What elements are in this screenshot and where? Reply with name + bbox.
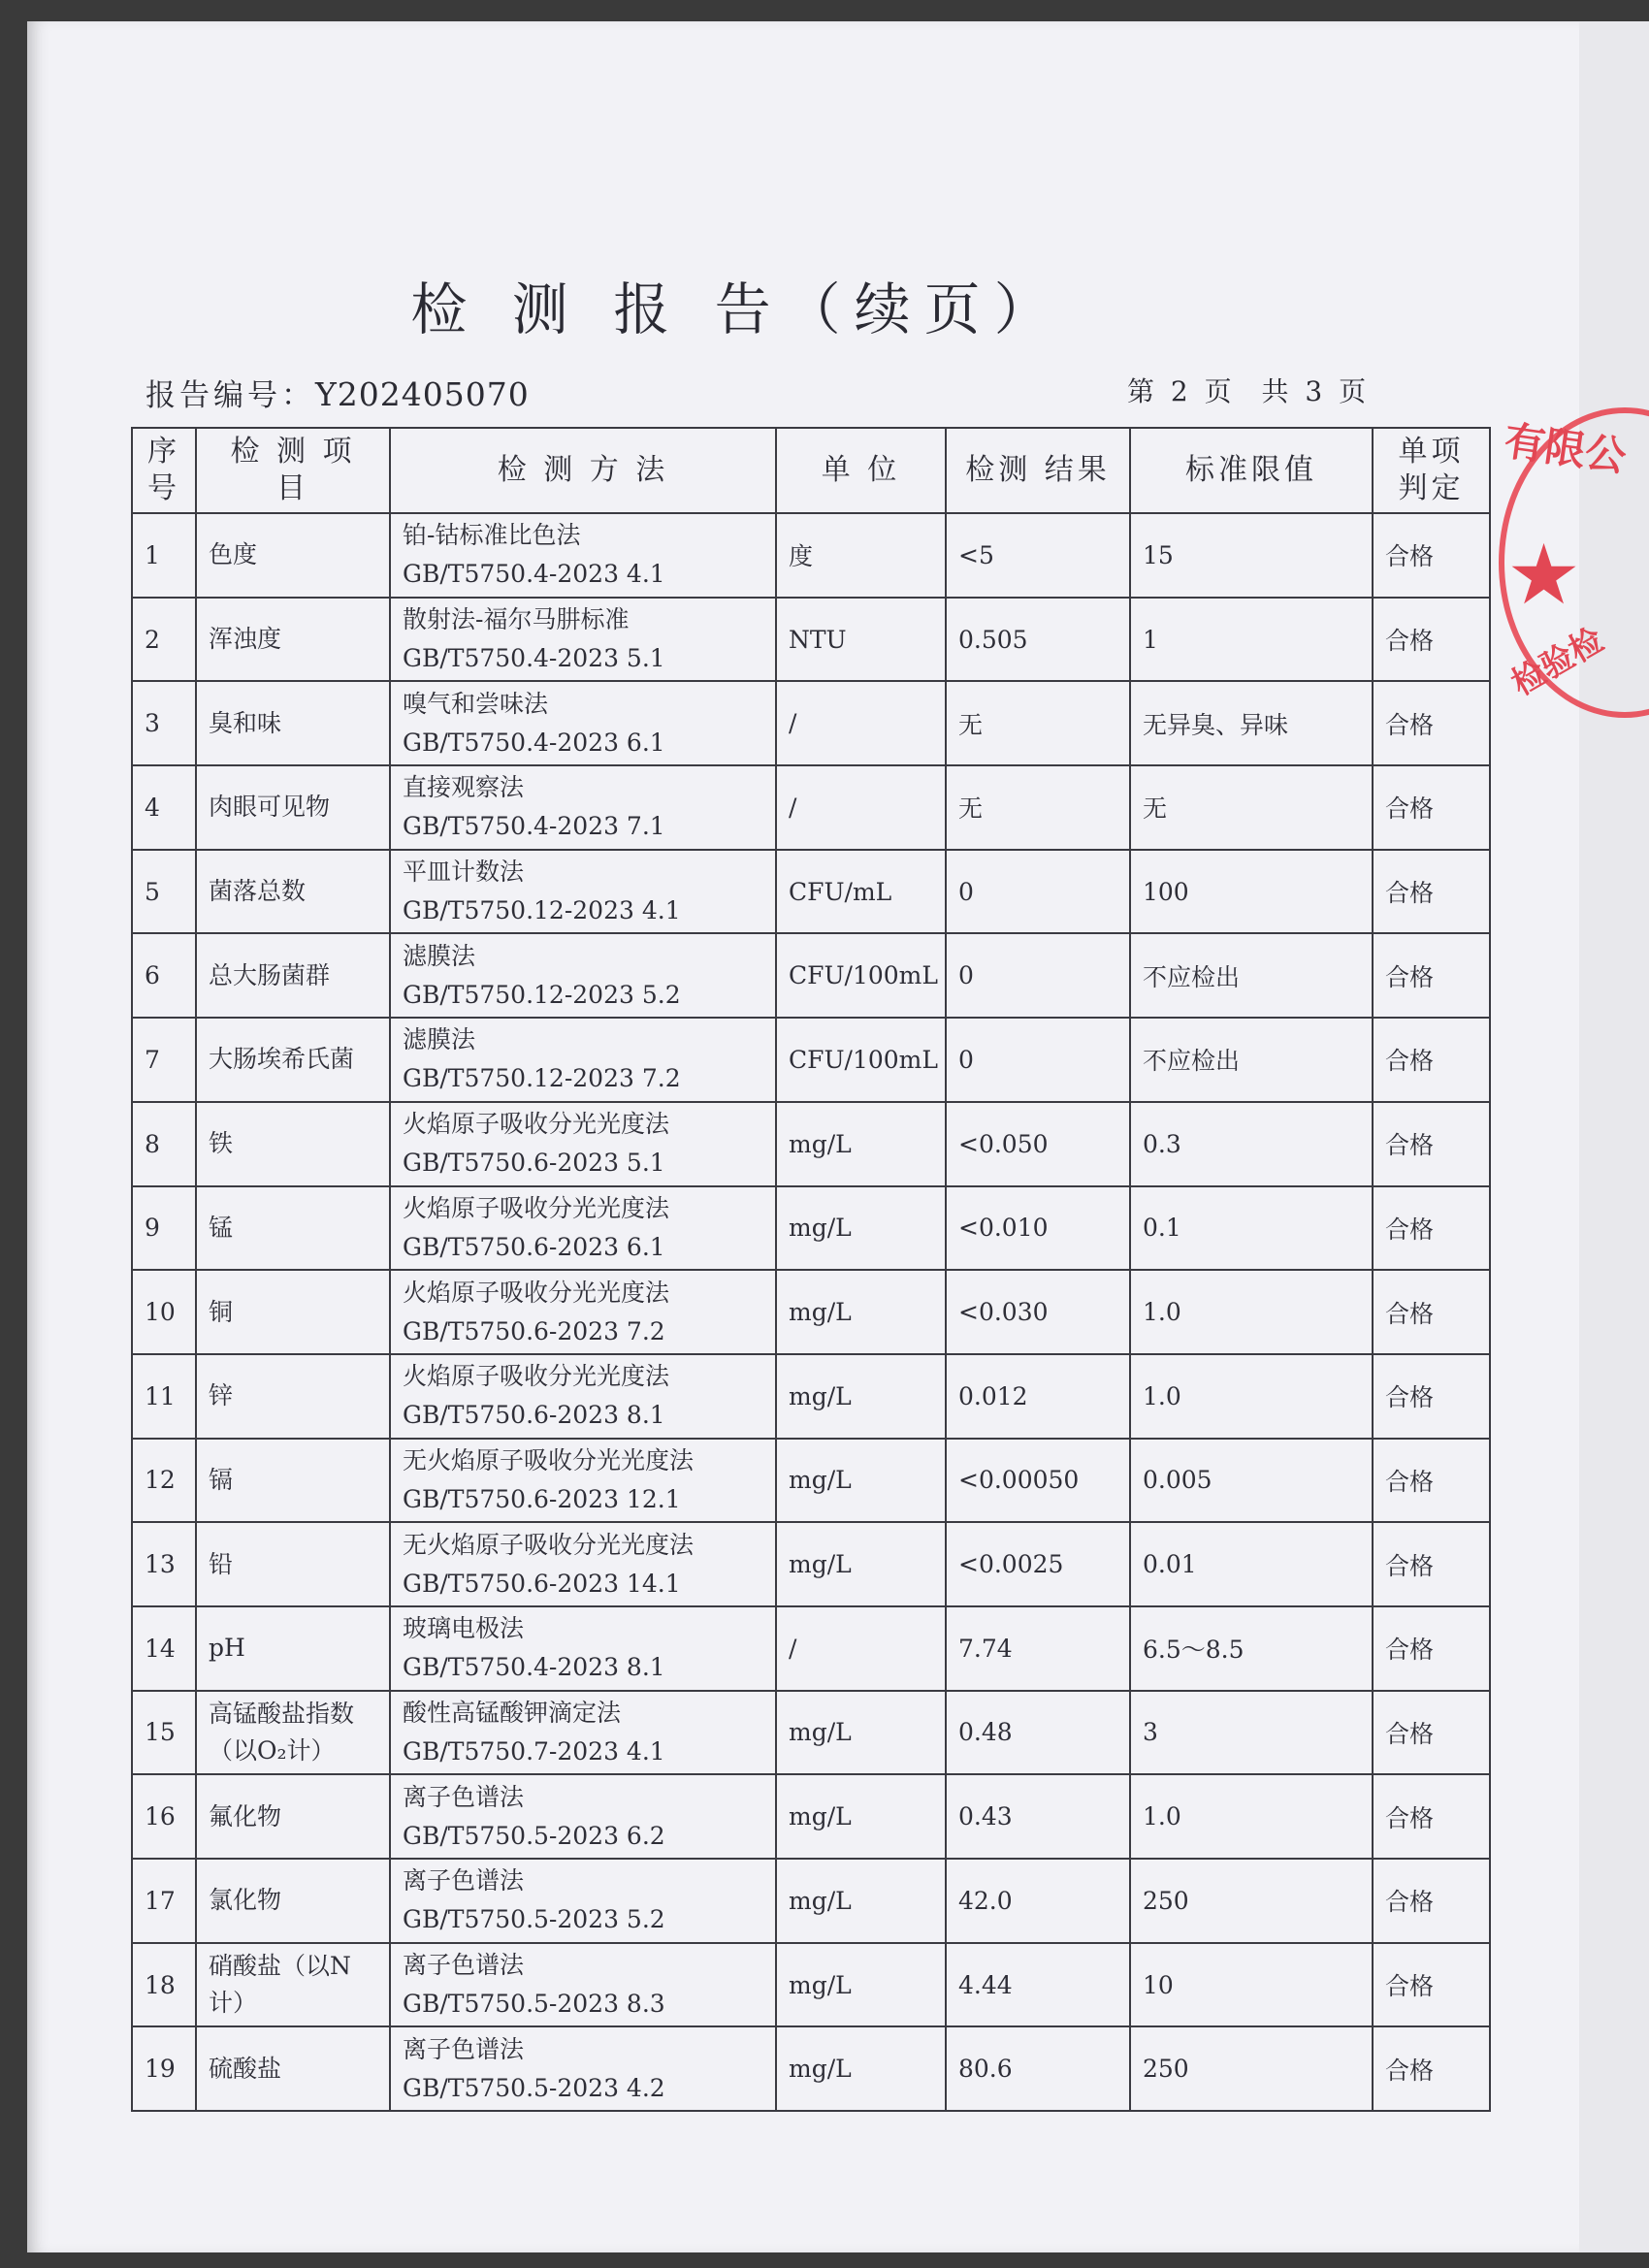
cell-no: 2 bbox=[132, 598, 196, 682]
cell-no: 7 bbox=[132, 1018, 196, 1102]
cell-judge: 合格 bbox=[1373, 765, 1490, 850]
cell-method bbox=[390, 1606, 776, 1691]
cell-unit: / bbox=[776, 1606, 946, 1691]
method-name: 滤膜法 bbox=[403, 1025, 476, 1054]
cell-item: 高锰酸盐指数（以O₂计） bbox=[196, 1691, 390, 1775]
cell-method bbox=[390, 598, 776, 682]
cell-item: 铜 bbox=[196, 1270, 390, 1354]
method-name: 无火焰原子吸收分光光度法 bbox=[403, 1530, 695, 1559]
method-standard: GB/T5750.4-2023 4.1 bbox=[403, 560, 665, 589]
method-standard: GB/T5750.12-2023 4.1 bbox=[403, 896, 681, 925]
cell-item: 硫酸盐 bbox=[196, 2026, 390, 2111]
table-row bbox=[132, 1522, 1490, 1606]
table-row bbox=[132, 1270, 1490, 1354]
cell-judge: 合格 bbox=[1373, 850, 1490, 934]
cell-no: 13 bbox=[132, 1522, 196, 1606]
method-standard: GB/T5750.6-2023 7.2 bbox=[403, 1316, 665, 1345]
report-title: 检 测 报 告（续页） bbox=[410, 276, 1064, 342]
cell-limit: 100 bbox=[1130, 850, 1373, 934]
cell-no: 10 bbox=[132, 1270, 196, 1354]
cell-limit: 1.0 bbox=[1130, 1354, 1373, 1439]
cell-unit: mg/L bbox=[776, 1270, 946, 1354]
cell-unit: mg/L bbox=[776, 1774, 946, 1859]
cell-limit: 3 bbox=[1130, 1691, 1373, 1775]
table-row bbox=[132, 1018, 1490, 1102]
cell-result: 7.74 bbox=[946, 1606, 1130, 1691]
cell-unit: mg/L bbox=[776, 1439, 946, 1523]
method-name: 酸性高锰酸钾滴定法 bbox=[403, 1698, 622, 1727]
cell-judge: 合格 bbox=[1373, 513, 1490, 598]
seal-text-top: 有限公 bbox=[1501, 416, 1630, 481]
cell-judge: 合格 bbox=[1373, 1018, 1490, 1102]
cell-unit: mg/L bbox=[776, 2026, 946, 2111]
header-limit: 标准限值 bbox=[1130, 428, 1373, 513]
cell-method bbox=[390, 1859, 776, 1943]
cell-result: 80.6 bbox=[946, 2026, 1130, 2111]
cell-no: 8 bbox=[132, 1102, 196, 1186]
cell-method bbox=[390, 1522, 776, 1606]
method-standard: GB/T5750.6-2023 14.1 bbox=[403, 1569, 681, 1598]
method-standard: GB/T5750.12-2023 7.2 bbox=[403, 1064, 681, 1093]
cell-limit: 1 bbox=[1130, 598, 1373, 682]
official-seal bbox=[1499, 407, 1649, 718]
cell-judge: 合格 bbox=[1373, 1186, 1490, 1271]
method-standard: GB/T5750.4-2023 6.1 bbox=[403, 728, 665, 757]
method-name: 离子色谱法 bbox=[403, 1782, 525, 1811]
cell-method bbox=[390, 933, 776, 1018]
cell-limit: 15 bbox=[1130, 513, 1373, 598]
page-edge bbox=[1579, 21, 1649, 2252]
cell-item: 锰 bbox=[196, 1186, 390, 1271]
table-row bbox=[132, 1439, 1490, 1523]
cell-no: 16 bbox=[132, 1774, 196, 1859]
table-row bbox=[132, 1774, 1490, 1859]
cell-result: <0.00050 bbox=[946, 1439, 1130, 1523]
cell-item: pH bbox=[196, 1606, 390, 1691]
cell-no: 9 bbox=[132, 1186, 196, 1271]
cell-limit: 250 bbox=[1130, 2026, 1373, 2111]
method-standard: GB/T5750.7-2023 4.1 bbox=[403, 1736, 665, 1766]
page-info bbox=[1127, 371, 1383, 409]
cell-no: 12 bbox=[132, 1439, 196, 1523]
cell-limit: 不应检出 bbox=[1130, 933, 1373, 1018]
method-name: 火焰原子吸收分光光度法 bbox=[403, 1193, 670, 1222]
method-standard: GB/T5750.5-2023 6.2 bbox=[403, 1821, 665, 1850]
cell-result: 0 bbox=[946, 933, 1130, 1018]
table-row bbox=[132, 1943, 1490, 2027]
table-row bbox=[132, 1186, 1490, 1271]
header-unit: 单 位 bbox=[776, 428, 946, 513]
table-row bbox=[132, 1691, 1490, 1775]
cell-limit: 0.1 bbox=[1130, 1186, 1373, 1271]
cell-no: 11 bbox=[132, 1354, 196, 1439]
cell-no: 14 bbox=[132, 1606, 196, 1691]
cell-item: 臭和味 bbox=[196, 681, 390, 765]
cell-judge: 合格 bbox=[1373, 1943, 1490, 2027]
method-standard: GB/T5750.6-2023 6.1 bbox=[403, 1232, 665, 1261]
cell-judge: 合格 bbox=[1373, 1354, 1490, 1439]
report-number-value: Y202405070 bbox=[315, 375, 530, 413]
cell-item: 肉眼可见物 bbox=[196, 765, 390, 850]
cell-item: 硝酸盐（以N计） bbox=[196, 1943, 390, 2027]
cell-no: 15 bbox=[132, 1691, 196, 1775]
method-name: 铂-钴标准比色法 bbox=[403, 521, 581, 550]
cell-unit: mg/L bbox=[776, 1859, 946, 1943]
cell-result: 42.0 bbox=[946, 1859, 1130, 1943]
cell-unit: / bbox=[776, 765, 946, 850]
cell-result: 0 bbox=[946, 850, 1130, 934]
cell-result: <0.050 bbox=[946, 1102, 1130, 1186]
method-standard: GB/T5750.12-2023 5.2 bbox=[403, 980, 681, 1009]
cell-result: 0.48 bbox=[946, 1691, 1130, 1775]
cell-result: <0.0025 bbox=[946, 1522, 1130, 1606]
cell-result: 无 bbox=[946, 681, 1130, 765]
cell-judge: 合格 bbox=[1373, 1439, 1490, 1523]
cell-result: 4.44 bbox=[946, 1943, 1130, 2027]
method-name: 火焰原子吸收分光光度法 bbox=[403, 1278, 670, 1307]
cell-method bbox=[390, 850, 776, 934]
cell-unit: mg/L bbox=[776, 1522, 946, 1606]
cell-item: 大肠埃希氏菌 bbox=[196, 1018, 390, 1102]
cell-limit: 不应检出 bbox=[1130, 1018, 1373, 1102]
cell-result: 0.43 bbox=[946, 1774, 1130, 1859]
cell-result: <0.030 bbox=[946, 1270, 1130, 1354]
cell-unit: NTU bbox=[776, 598, 946, 682]
cell-item: 锌 bbox=[196, 1354, 390, 1439]
cell-no: 5 bbox=[132, 850, 196, 934]
cell-unit: mg/L bbox=[776, 1943, 946, 2027]
cell-result: 0.505 bbox=[946, 598, 1130, 682]
cell-item: 氟化物 bbox=[196, 1774, 390, 1859]
cell-result: 无 bbox=[946, 765, 1130, 850]
cell-item: 菌落总数 bbox=[196, 850, 390, 934]
method-name: 离子色谱法 bbox=[403, 1866, 525, 1895]
method-standard: GB/T5750.4-2023 7.1 bbox=[403, 812, 665, 841]
cell-judge: 合格 bbox=[1373, 1691, 1490, 1775]
cell-no: 19 bbox=[132, 2026, 196, 2111]
cell-judge: 合格 bbox=[1373, 933, 1490, 1018]
method-name: 无火焰原子吸收分光光度法 bbox=[403, 1445, 695, 1474]
cell-limit: 10 bbox=[1130, 1943, 1373, 2027]
method-name: 离子色谱法 bbox=[403, 1951, 525, 1980]
cell-judge: 合格 bbox=[1373, 1774, 1490, 1859]
method-name: 平皿计数法 bbox=[403, 858, 525, 887]
table-row bbox=[132, 765, 1490, 850]
table-row bbox=[132, 2026, 1490, 2111]
table-row bbox=[132, 850, 1490, 934]
report-number bbox=[146, 371, 530, 414]
cell-limit: 6.5～8.5 bbox=[1130, 1606, 1373, 1691]
cell-unit: mg/L bbox=[776, 1354, 946, 1439]
cell-no: 6 bbox=[132, 933, 196, 1018]
header-method: 检 测 方 法 bbox=[390, 428, 776, 513]
method-standard: GB/T5750.5-2023 8.3 bbox=[403, 1990, 665, 2019]
cell-result: <0.010 bbox=[946, 1186, 1130, 1271]
header-judge: 单项 判定 bbox=[1373, 428, 1490, 513]
cell-judge: 合格 bbox=[1373, 681, 1490, 765]
table-row bbox=[132, 1354, 1490, 1439]
cell-method bbox=[390, 1186, 776, 1271]
cell-method bbox=[390, 2026, 776, 2111]
header-no: 序号 bbox=[132, 428, 196, 513]
table-row bbox=[132, 1859, 1490, 1943]
cell-unit: mg/L bbox=[776, 1691, 946, 1775]
cell-no: 18 bbox=[132, 1943, 196, 2027]
cell-judge: 合格 bbox=[1373, 598, 1490, 682]
cell-judge: 合格 bbox=[1373, 1859, 1490, 1943]
cell-item: 铅 bbox=[196, 1522, 390, 1606]
table-row bbox=[132, 681, 1490, 765]
cell-result: <5 bbox=[946, 513, 1130, 598]
method-standard: GB/T5750.5-2023 5.2 bbox=[403, 1905, 665, 1934]
method-standard: GB/T5750.6-2023 12.1 bbox=[403, 1484, 681, 1513]
cell-unit: 度 bbox=[776, 513, 946, 598]
cell-judge: 合格 bbox=[1373, 1606, 1490, 1691]
cell-no: 1 bbox=[132, 513, 196, 598]
method-name: 离子色谱法 bbox=[403, 2034, 525, 2063]
cell-limit: 无 bbox=[1130, 765, 1373, 850]
method-name: 滤膜法 bbox=[403, 941, 476, 970]
cell-item: 浑浊度 bbox=[196, 598, 390, 682]
table-row bbox=[132, 513, 1490, 598]
header-item: 检 测 项 目 bbox=[196, 428, 390, 513]
table-row bbox=[132, 598, 1490, 682]
cell-no: 3 bbox=[132, 681, 196, 765]
cell-method bbox=[390, 681, 776, 765]
method-name: 嗅气和尝味法 bbox=[403, 689, 549, 718]
table-row bbox=[132, 1102, 1490, 1186]
cell-method bbox=[390, 1354, 776, 1439]
cell-result: 0.012 bbox=[946, 1354, 1130, 1439]
cell-limit: 250 bbox=[1130, 1859, 1373, 1943]
cell-method bbox=[390, 1691, 776, 1775]
cell-unit: / bbox=[776, 681, 946, 765]
table-header-row bbox=[132, 428, 1490, 513]
cell-method bbox=[390, 1439, 776, 1523]
table-row bbox=[132, 933, 1490, 1018]
cell-judge: 合格 bbox=[1373, 2026, 1490, 2111]
cell-item: 镉 bbox=[196, 1439, 390, 1523]
cell-judge: 合格 bbox=[1373, 1270, 1490, 1354]
cell-judge: 合格 bbox=[1373, 1102, 1490, 1186]
cell-result: 0 bbox=[946, 1018, 1130, 1102]
cell-method bbox=[390, 513, 776, 598]
cell-method bbox=[390, 765, 776, 850]
cell-unit: CFU/mL bbox=[776, 850, 946, 934]
cell-item: 色度 bbox=[196, 513, 390, 598]
cell-method bbox=[390, 1774, 776, 1859]
cell-unit: mg/L bbox=[776, 1186, 946, 1271]
cell-unit: mg/L bbox=[776, 1102, 946, 1186]
seal-text-bottom: 检验检 bbox=[1504, 620, 1610, 704]
method-name: 散射法-福尔马肼标准 bbox=[403, 605, 630, 634]
table-row bbox=[132, 1606, 1490, 1691]
method-standard: GB/T5750.5-2023 4.2 bbox=[403, 2073, 665, 2102]
method-name: 直接观察法 bbox=[403, 773, 525, 802]
cell-item: 铁 bbox=[196, 1102, 390, 1186]
cell-limit: 0.005 bbox=[1130, 1439, 1373, 1523]
cell-item: 总大肠菌群 bbox=[196, 933, 390, 1018]
method-name: 火焰原子吸收分光光度法 bbox=[403, 1362, 670, 1391]
cell-unit: CFU/100mL bbox=[776, 1018, 946, 1102]
cell-judge: 合格 bbox=[1373, 1522, 1490, 1606]
page-current: 第 2 页 bbox=[1127, 375, 1236, 407]
header-result: 检测 结果 bbox=[946, 428, 1130, 513]
method-name: 火焰原子吸收分光光度法 bbox=[403, 1110, 670, 1139]
cell-limit: 无异臭、异味 bbox=[1130, 681, 1373, 765]
cell-method bbox=[390, 1270, 776, 1354]
method-standard: GB/T5750.4-2023 5.1 bbox=[403, 644, 665, 673]
page-total: 共 3 页 bbox=[1261, 375, 1371, 407]
seal-star-icon: ★ bbox=[1506, 527, 1582, 624]
cell-method bbox=[390, 1102, 776, 1186]
method-standard: GB/T5750.4-2023 8.1 bbox=[403, 1653, 665, 1682]
cell-limit: 1.0 bbox=[1130, 1774, 1373, 1859]
cell-limit: 0.01 bbox=[1130, 1522, 1373, 1606]
cell-limit: 1.0 bbox=[1130, 1270, 1373, 1354]
cell-method bbox=[390, 1018, 776, 1102]
cell-no: 17 bbox=[132, 1859, 196, 1943]
method-standard: GB/T5750.6-2023 5.1 bbox=[403, 1149, 665, 1178]
method-name: 玻璃电极法 bbox=[403, 1614, 525, 1643]
cell-unit: CFU/100mL bbox=[776, 933, 946, 1018]
cell-item: 氯化物 bbox=[196, 1859, 390, 1943]
cell-no: 4 bbox=[132, 765, 196, 850]
test-results-table bbox=[131, 427, 1491, 2112]
method-standard: GB/T5750.6-2023 8.1 bbox=[403, 1401, 665, 1430]
cell-limit: 0.3 bbox=[1130, 1102, 1373, 1186]
report-number-label: 报告编号： bbox=[146, 378, 315, 413]
cell-method bbox=[390, 1943, 776, 2027]
